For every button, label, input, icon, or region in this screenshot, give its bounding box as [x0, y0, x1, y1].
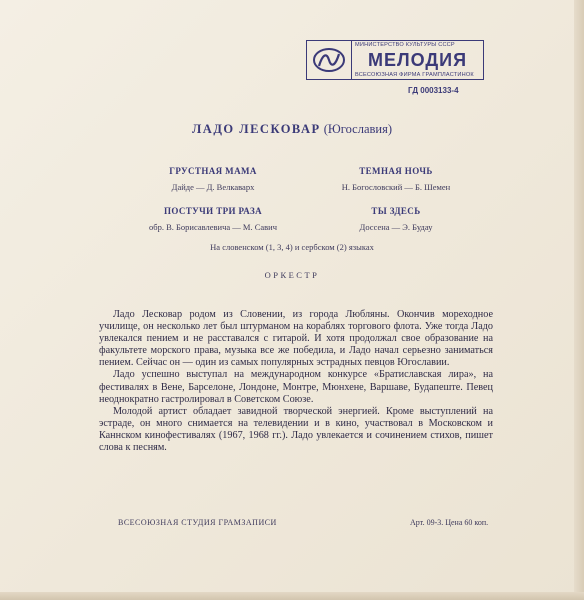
song-item: [108, 166, 318, 192]
melodiya-emblem-icon: [307, 41, 352, 79]
studio-name: ВСЕСОЮЗНАЯ СТУДИЯ ГРАМЗАПИСИ: [118, 518, 277, 527]
song-title: ГРУСТНАЯ МАМА: [169, 166, 257, 176]
bio-paragraph: Молодой артист обладает завидной творческой энергией. Кроме выступлений на эстраде, он много снимается на телевидении и в кино, участвовал в Московском и Каннском кинофестивалях (1967, 1968 гг.). Ладо увлекается и сочинением стихов, пишет слова к песням.: [99, 405, 493, 454]
orchestra-label: ОРКЕСТР: [264, 270, 320, 280]
bio-paragraph: Ладо Лесковар родом из Словении, из города Любляны. Окончив мореходное училище, он несколько лет был штурманом на кораблях торгового флота. Уже тогда Ладо увлекался пением и не расставался с гитарой. И хотя продолжал свое образование на факультете морского права, музыка все же победила, и Ладо начал серьезно заниматься пением. Сейчас он — один из самых популярных эстрадных певцов Югославии.: [99, 309, 493, 369]
song-item: [291, 166, 501, 192]
song-item: [108, 206, 318, 232]
song-title: ТЫ ЗДЕСЬ: [371, 206, 421, 216]
song-credits: Н. Богословский — Б. Шемен: [341, 182, 451, 192]
song-title: ТЕМНАЯ НОЧЬ: [359, 166, 433, 176]
bio-paragraph: Ладо успешно выступал на международном конкурсе «Братиславская лира», на фестивалях в Вене, Барселоне, Лондоне, Монтре, Мюнхене, Варшаве, Будапеште. Певец неоднократно гастролировал в Советском Союзе.: [99, 369, 493, 405]
artist-biography: [99, 309, 493, 454]
song-credits: Доссена — Э. Будау: [359, 222, 433, 232]
logo-name: МЕЛОДИЯ: [367, 50, 468, 70]
song-title: ПОСТУЧИ ТРИ РАЗА: [163, 206, 263, 216]
logo-firm: ВСЕСОЮЗНАЯ ФИРМА ГРАМПЛАСТИНОК: [355, 72, 474, 78]
sleeve-edge-right: [574, 0, 584, 600]
logo-ministry: МИНИСТЕРСТВО КУЛЬТУРЫ СССР: [355, 42, 455, 48]
song-credits: обр. В. Борисавлевича — М. Савич: [149, 222, 277, 232]
logo-text-block: [352, 41, 483, 79]
sleeve-edge-bottom: [0, 592, 584, 600]
languages-note: На словенском (1, 3, 4) и сербском (2) языках: [210, 242, 374, 252]
song-credits: Дайде — Д. Велкаварх: [171, 182, 255, 192]
artist-country: (Югославия): [323, 122, 392, 136]
song-item: [291, 206, 501, 232]
artist-title: [0, 122, 584, 137]
catalog-number: ГД 0003133-4: [408, 86, 459, 95]
article-price: Арт. 09-3. Цена 60 коп.: [410, 518, 489, 527]
artist-name: ЛАДО ЛЕСКОВАР: [191, 122, 321, 136]
melodiya-logo: [306, 40, 484, 80]
